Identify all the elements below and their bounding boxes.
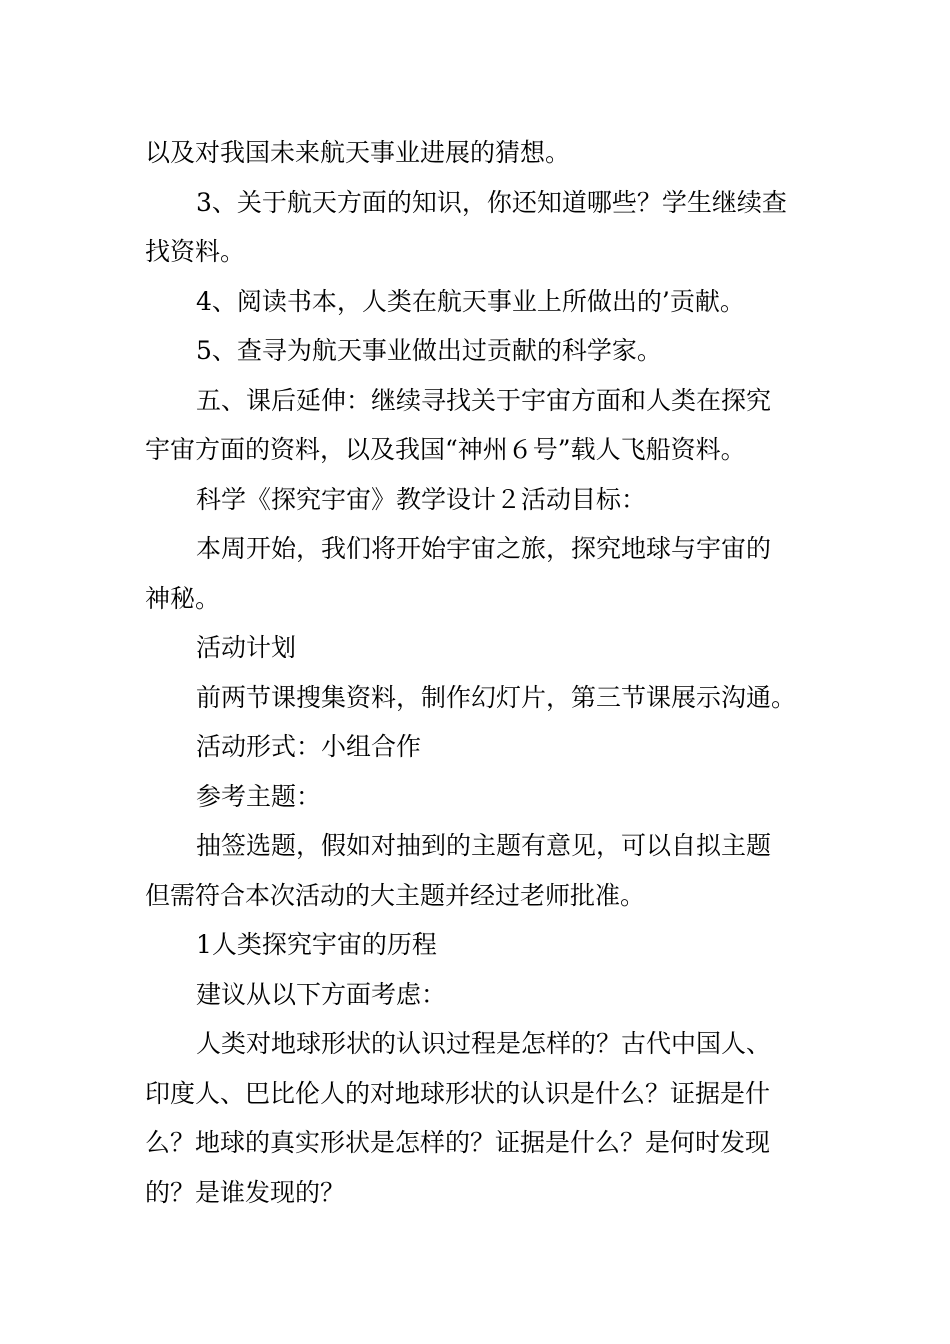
text-line-7: 宇宙方面的资料，以及我国“神州６号”载人飞船资料。	[145, 435, 746, 464]
text-line-4: 4、阅读书本，人类在航天事业上所做出的’贡献。	[196, 286, 745, 316]
text-line-13: 活动形式：小组合作	[196, 732, 422, 761]
text-line-22: 的？是谁发现的？	[145, 1177, 346, 1207]
text-line-11: 活动计划	[196, 633, 297, 662]
text-line-20: 印度人、巴比伦人的对地球形状的认识是什么？证据是什	[145, 1078, 771, 1108]
text-line-17: 1人类探究宇宙的历程	[196, 930, 437, 959]
text-line-21: 么？地球的真实形状是怎样的？证据是什么？是何时发现	[145, 1128, 771, 1157]
text-line-5: 5、查寻为航天事业做出过贡献的科学家。	[196, 336, 662, 365]
text-line-16: 但需符合本次活动的大主题并经过老师批准。	[145, 880, 646, 910]
text-line-10: 神秘。	[145, 583, 221, 613]
text-line-9: 本周开始，我们将开始宇宙之旅，探究地球与宇宙的	[196, 534, 772, 563]
text-line-14: 参考主题：	[196, 781, 322, 811]
text-line-8: 科学《探究宇宙》教学设计２活动目标：	[196, 484, 647, 514]
text-line-1: 以及对我国未来航天事业进展的猜想。	[145, 138, 571, 167]
text-line-2: 3、关于航天方面的知识，你还知道哪些？学生继续查	[196, 187, 787, 217]
text-line-6: 五、课后延伸：继续寻找关于宇宙方面和人类在探究	[196, 385, 772, 415]
text-line-15: 抽签选题，假如对抽到的主题有意见，可以自拟主题	[196, 831, 772, 860]
text-line-12: 前两节课搜集资料，制作幻灯片，第三节课展示沟通。	[196, 682, 797, 712]
text-line-3: 找资料。	[145, 237, 246, 266]
document-body	[145, 128, 807, 1217]
text-line-18: 建议从以下方面考虑：	[196, 979, 447, 1009]
text-line-19: 人类对地球形状的认识过程是怎样的？古代中国人、	[196, 1029, 772, 1058]
